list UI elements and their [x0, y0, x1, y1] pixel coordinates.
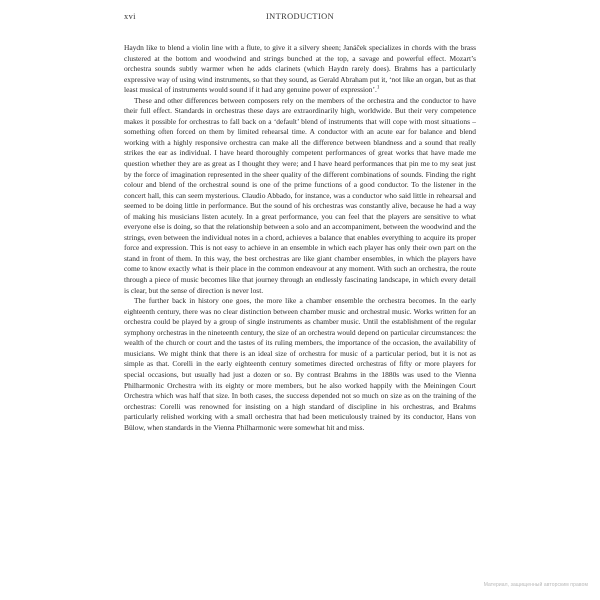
- paragraph-1: [124, 43, 476, 96]
- running-head: INTRODUCTION: [265, 12, 335, 21]
- page-header: [124, 12, 476, 26]
- page-number: xvi: [124, 12, 136, 21]
- footnote-marker: 1: [376, 85, 380, 91]
- paragraph-3: The further back in history one goes, the more like a chamber ensemble the orchestra becomes. In the early eighteenth century, there was no clear distinction between chamber music and orchestral music. Works written for an orchestra could be played by a group of single instruments as chamber music. Until the establishment of the regular symphony orchestras in the nineteenth century, the size of an orchestra would depend on particular circumstances: the wealth of the church or court and the tastes of its ruling members, the importance of the occasion, the availability of musicians. We might think that there is an ideal size of orchestra for music of a particular period, but it is not as simple as that. Corelli in the early eighteenth century sometimes directed orchestras of fifty or more players for special occasions, but usually had just a dozen or so. By contrast Brahms in the 1880s was used to the Vienna Philharmonic Orchestra with its eighty or more members, but he also worked happily with the Meiningen Court Orchestra which was half that size. In both cases, the success depended not so much on size as on the training of the orchestras: Corelli was renowned for insisting on a high standard of discipline in his orchestras, and Brahms particularly relished working with a small orchestra that had been meticulously trained by its conductor, Hans von Bülow, when standards in the Vienna Philharmonic were somewhat hit and miss.: [124, 296, 476, 432]
- paragraph-2: These and other differences between composers rely on the members of the orchestra and the conductor to have their full effect. Standards in orchestras these days are extraordinarily high, worldwide. But their very competence makes it possible for orchestras to fall back on a ‘default’ blend of instruments that will cope with most situations – something often forced on them by limited rehearsal time. A conductor with an acute ear for balance and blend working with a highly responsive orchestra can make all the difference between blandness and a sound that really strikes the ear as individual. I have heard thoroughly competent performances of great works that have made me question whether they are as great as I thought they were; and I have heard performances that pin me to my seat just by the force of imagination represented in the sheer quality of the different combinations of sounds. Finding the right colour and blend of the orchestral sound is one of the prime functions of a good conductor. To the listener in the concert hall, this can seem mysterious. Claudio Abbado, for instance, was a conductor who said little in rehearsal and seemed to be doing little in performance. But the sound of his orchestras was constantly alive, because he had a way of making his musicians listen acutely. In a great performance, you can feel that the players are sensitive to what everyone else is doing, so that the relationship between a solo and an accompaniment, between the woodwind and the strings, even between the individual notes in a chord, achieves a balance that enables everything to acquire its proper force and expression. This is not easy to achieve in an ensemble in which each player has only their own part on the stand in front of them. In this way, the best orchestras are like giant chamber ensembles, in which the players have come to know exactly what is their place in the common endeavour at any moment. With such an orchestra, the route through a piece of music becomes like that journey through an endlessly fascinating landscape, in which every detail is clear, but the sense of direction is never lost.: [124, 95, 476, 295]
- body-text: [124, 43, 476, 433]
- paragraph-1-text: Haydn like to blend a violin line with a flute, to give it a silvery sheen; Janáček specializes in chords with the brass clustered at the bottom and woodwind and strings bunched at the top, a savage and powerful effect. Mozart’s orchestra sounds subtly warmer when he adds clarinets (which Haydn rarely does). Brahms has a particularly expressive way of using wind instruments, so that they sound, as Gerald Abraham put it, ‘not like an organ, but as that least musical of instruments would sound if it had any genuine power of expression’.: [124, 43, 476, 95]
- copyright-watermark: Материал, защищенный авторским правом: [483, 582, 588, 588]
